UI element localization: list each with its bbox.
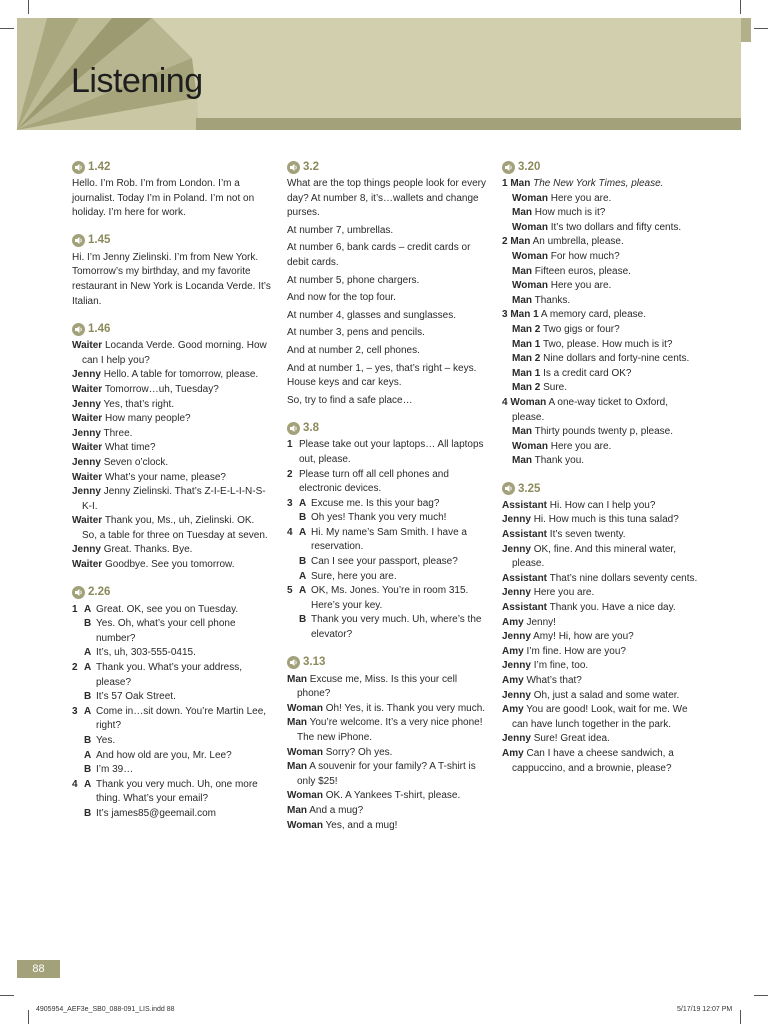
dialogue-text: I’m fine. How are you? (526, 645, 626, 657)
dialogue-line (502, 499, 702, 514)
track-id: 1.46 (88, 322, 111, 335)
dialogue-line (502, 265, 702, 280)
speaker-label: A (84, 705, 92, 717)
speaker-label: Man 2 (512, 382, 541, 394)
speaker-label: Waiter (72, 471, 103, 483)
dialogue-text: Amy! Hi, how are you? (533, 631, 634, 643)
dialogue-line (72, 441, 272, 456)
speaker-label: B (299, 614, 307, 626)
dialogue-line (72, 543, 272, 558)
dialogue-text: What’s that? (526, 675, 582, 686)
speaker-label: Woman (287, 790, 323, 802)
speaker-label: Assistant (502, 602, 548, 614)
speaker-label: Waiter (72, 515, 103, 527)
speaker-label: A (84, 749, 92, 761)
dialogue-text: Thank you very much. Uh, one more thing. What’s your email? (96, 778, 258, 805)
speaker-label: B (84, 764, 92, 776)
dialogue-line (502, 674, 702, 689)
dialogue-line (72, 339, 272, 368)
dialogue-line (72, 471, 272, 486)
dialogue-text: I’m fine, too. (533, 660, 589, 672)
dialogue-text: Oh! Yes, it is. Thank you very much. (325, 702, 486, 714)
page-number: 88 (17, 960, 60, 978)
dialogue-text: Excuse me. Is this your bag? (311, 497, 440, 509)
speaker-label: Man 1 (512, 367, 541, 379)
speaker-label: Jenny (502, 587, 531, 599)
dialogue-text: Great. Thanks. Bye. (103, 544, 193, 556)
dialogue-line (72, 705, 272, 734)
dialogue-line (502, 528, 702, 543)
speaker-label: B (84, 807, 92, 819)
track-id: 1.45 (88, 234, 111, 247)
dialogue-text: Nine dollars and forty-nine cents. (543, 353, 690, 365)
speaker-label: Man (510, 178, 531, 189)
dialogue-line (287, 760, 487, 789)
speaker-label: B (84, 735, 92, 746)
dialogue-line (72, 456, 272, 471)
crop-mark (28, 1010, 29, 1024)
item-number: 2 (502, 236, 508, 248)
dialogue-text: A souvenir for your family? A T-shirt is only $25! (297, 761, 476, 787)
dialogue-line (502, 572, 702, 587)
dialogue-text: Sure. (543, 382, 568, 394)
dialogue-text: A one-way ticket to Oxford, please. (512, 396, 669, 423)
item-number: 3 (287, 497, 293, 509)
dialogue-text: Thank you, Ms., uh, Zielinski. OK. So, a table for three on Tuesday at seven. (82, 515, 268, 541)
item-number: 1 (287, 439, 293, 451)
item-number: 4 (502, 396, 508, 408)
header-strip (196, 118, 741, 130)
dialogue-line (287, 468, 487, 497)
speaker-icon[interactable] (287, 161, 300, 174)
dialogue-line (502, 396, 702, 425)
speaker-icon[interactable] (287, 656, 300, 669)
dialogue-line (502, 323, 702, 338)
dialogue-line (502, 616, 702, 631)
dialogue-line (72, 646, 272, 661)
speaker-label: Assistant (502, 529, 548, 541)
speaker-label: Woman (512, 280, 548, 292)
dialogue-line (502, 338, 702, 353)
speaker-label: Woman (512, 221, 548, 233)
header-tab (741, 18, 751, 42)
speaker-label: Jenny (502, 631, 531, 643)
speaker-label: Woman (512, 192, 548, 204)
dialogue-text: You’re welcome. It’s a very nice phone! The new iPhone. (297, 717, 483, 743)
crop-mark (754, 995, 768, 996)
dialogue-text: Here you are. (550, 192, 612, 204)
speaker-label: Amy (502, 675, 524, 686)
track-id: 3.20 (518, 160, 541, 173)
item-number: 2 (72, 662, 78, 674)
speaker-label: Jenny (502, 660, 531, 672)
dialogue-text: And how old are you, Mr. Lee? (96, 749, 232, 761)
dialogue-text: Can I see your passport, please? (311, 556, 458, 568)
dialogue-line (72, 778, 272, 807)
dialogue-line (502, 630, 702, 645)
dialogue-line (502, 659, 702, 674)
speaker-label: B (84, 691, 92, 703)
dialogue-line (502, 689, 702, 704)
speaker-label: B (84, 618, 92, 630)
speaker-label: Jenny (72, 398, 101, 410)
dialogue-text: How many people? (104, 413, 191, 425)
speaker-label: A (299, 585, 307, 597)
dialogue-text: Oh yes! Thank you very much! (311, 512, 447, 524)
dialogue-text: OK. A Yankees T-shirt, please. (325, 790, 461, 802)
speaker-icon[interactable] (72, 234, 85, 247)
speaker-label: Assistant (502, 499, 548, 511)
dialogue-line (287, 570, 487, 585)
crop-mark (740, 0, 741, 14)
dialogue-text: Tomorrow…uh, Tuesday? (104, 383, 219, 395)
speaker-icon[interactable] (72, 161, 85, 174)
speaker-label: Amy (502, 704, 524, 716)
dialogue-line (502, 235, 702, 250)
track-2-26 (72, 585, 272, 822)
dialogue-line (502, 747, 702, 776)
dialogue-text: Two, please. How much is it? (542, 338, 673, 350)
print-file-slug: 4905954_AEF3e_SB0_088-091_LIS.indd 88 (36, 1006, 175, 1013)
speaker-label: Amy (502, 616, 524, 628)
dialogue-text: For how much? (550, 250, 620, 262)
dialogue-text: Excuse me, Miss. Is this your cell phone? (297, 673, 458, 700)
dialogue-line (502, 192, 702, 207)
column-2 (287, 159, 487, 845)
speaker-label: A (299, 570, 307, 582)
speaker-label: Waiter (72, 340, 103, 352)
dialogue-text: Can I have a cheese sandwich, a cappuccino, and a brownie, please? (512, 747, 674, 774)
dialogue-line (287, 673, 487, 702)
item-number: 1 (72, 603, 78, 615)
speaker-label: Jenny (72, 456, 101, 468)
dialogue-line (72, 514, 272, 543)
dialogue-text: Please turn off all cell phones and electronic devices. (299, 468, 449, 495)
dialogue-text: I’m 39… (96, 764, 134, 776)
item-number: 1 (502, 178, 508, 189)
item-number: 3 (72, 705, 78, 717)
track-1-42 (72, 159, 272, 221)
dialogue-text: Hello. A table for tomorrow, please. (103, 369, 259, 381)
transcript-text: At number 5, phone chargers. (287, 274, 420, 286)
speaker-label: Woman (287, 702, 323, 714)
dialogue-line (287, 716, 487, 745)
speaker-icon[interactable] (287, 422, 300, 435)
speaker-label: Man (287, 673, 307, 685)
item-number: 4 (287, 526, 293, 538)
speaker-label: Assistant (502, 572, 548, 584)
speaker-label: Jenny (72, 486, 101, 498)
item-number: 3 (502, 309, 508, 321)
dialogue-line (502, 513, 702, 528)
speaker-label: Woman (512, 250, 548, 262)
track-id: 3.8 (303, 422, 319, 435)
speaker-label: Woman (287, 746, 323, 758)
crop-mark (754, 28, 768, 29)
speaker-icon[interactable] (72, 323, 85, 336)
dialogue-text: How much is it? (534, 207, 606, 219)
dialogue-text: Yes. (96, 735, 116, 746)
dialogue-line (502, 250, 702, 265)
dialogue-line (72, 617, 272, 646)
dialogue-text: The New York Times, please. (533, 178, 664, 189)
dialogue-text: Thank you. (534, 455, 585, 467)
transcript-text: So, try to find a safe place… (287, 394, 413, 406)
dialogue-text: It’s two dollars and fifty cents. (550, 221, 682, 233)
dialogue-text: What time? (104, 442, 156, 454)
dialogue-text: Here you are. (550, 440, 612, 452)
dialogue-text: A memory card, please. (540, 309, 646, 321)
dialogue-text: Thank you. What’s your address, please? (96, 662, 242, 688)
dialogue-text: An umbrella, please. (532, 236, 624, 248)
dialogue-text: It’s 57 Oak Street. (96, 691, 176, 703)
dialogue-line (72, 558, 272, 573)
speaker-label: Man (512, 294, 532, 306)
track-id: 3.25 (518, 482, 541, 495)
speaker-label: Jenny (502, 543, 531, 555)
track-3-20 (502, 159, 702, 469)
transcript-text: And at number 1, – yes, that’s right – keys. House keys and car keys. (287, 362, 477, 389)
speaker-label: Waiter (72, 442, 103, 454)
dialogue-text: Here you are. (550, 280, 612, 292)
dialogue-text: OK, fine. And this mineral water, please. (512, 543, 676, 570)
dialogue-line (502, 294, 702, 309)
dialogue-text: And a mug? (309, 804, 364, 816)
speaker-label: Man (512, 207, 532, 219)
speaker-icon[interactable] (502, 482, 515, 495)
transcript-text: At number 6, bank cards – credit cards or debit cards. (287, 242, 471, 268)
speaker-label: Amy (502, 645, 524, 657)
dialogue-line (502, 586, 702, 601)
dialogue-line (72, 734, 272, 749)
transcript-text: At number 7, umbrellas. (287, 224, 394, 236)
track-id: 2.26 (88, 586, 111, 599)
dialogue-text: What’s your name, please? (104, 471, 226, 483)
dialogue-line (502, 308, 702, 323)
dialogue-line (502, 703, 702, 732)
speaker-label: Man (512, 265, 532, 277)
column-1 (72, 159, 272, 834)
track-id: 3.2 (303, 160, 319, 173)
speaker-label: Man (287, 804, 307, 816)
speaker-label: Jenny (502, 514, 531, 526)
speaker-label: A (299, 497, 307, 509)
speaker-label: Jenny (502, 733, 531, 745)
dialogue-text: Thirty pounds twenty p, please. (534, 426, 674, 438)
transcript-text: At number 4, glasses and sunglasses. (287, 309, 456, 321)
speaker-icon[interactable] (502, 161, 515, 174)
speaker-label: A (84, 662, 92, 674)
dialogue-line (72, 763, 272, 778)
dialogue-line (287, 702, 487, 717)
dialogue-text: Thanks. (534, 294, 571, 306)
speaker-label: Man 2 (512, 353, 541, 365)
track-3-2 (287, 159, 487, 408)
speaker-label: Jenny (72, 369, 101, 381)
dialogue-line (502, 381, 702, 396)
speaker-label: Jenny (72, 544, 101, 556)
dialogue-text: Here you are. (533, 587, 595, 599)
column-3 (502, 159, 702, 788)
speaker-label: Amy (502, 747, 524, 759)
dialogue-line (287, 746, 487, 761)
dialogue-text: Sure, here you are. (311, 570, 397, 582)
speaker-label: B (299, 512, 307, 524)
dialogue-text: Is a credit card OK? (543, 367, 632, 379)
dialogue-line (502, 352, 702, 367)
speaker-label: Man 1 (512, 338, 541, 350)
dialogue-line (72, 383, 272, 398)
dialogue-line (72, 807, 272, 822)
dialogue-text: Fifteen euros, please. (534, 265, 631, 277)
track-3-8 (287, 420, 487, 642)
speaker-label: Woman (510, 396, 547, 408)
speaker-label: A (84, 647, 92, 659)
track-3-25 (502, 481, 702, 776)
dialogue-text: Two gigs or four? (542, 323, 620, 335)
dialogue-line (502, 440, 702, 455)
dialogue-line (72, 398, 272, 413)
dialogue-line (287, 497, 487, 512)
speaker-label: Jenny (72, 427, 101, 439)
speaker-label: A (84, 778, 92, 790)
dialogue-text: That’s nine dollars seventy cents. (549, 572, 698, 584)
speaker-label: A (299, 526, 307, 538)
item-number: 4 (72, 778, 78, 790)
dialogue-line (72, 603, 272, 618)
crop-mark (0, 28, 14, 29)
dialogue-text: It’s, uh, 303-555-0415. (96, 647, 196, 659)
speaker-label: Man (287, 717, 307, 729)
dialogue-text: Seven o’clock. (103, 456, 169, 468)
dialogue-text: Three. (103, 427, 133, 439)
crop-mark (740, 1010, 741, 1024)
dialogue-line (502, 221, 702, 236)
speaker-label: Woman (287, 819, 323, 831)
dialogue-text: Sure! Great idea. (533, 733, 610, 745)
speaker-label: A (84, 603, 92, 615)
dialogue-line (72, 749, 272, 764)
dialogue-text: Yes, that’s right. (103, 398, 175, 410)
dialogue-line (502, 601, 702, 616)
print-date: 5/17/19 12:07 PM (677, 1006, 733, 1013)
dialogue-line (502, 206, 702, 221)
dialogue-line (502, 177, 702, 192)
dialogue-text: Yes, and a mug! (325, 819, 398, 831)
dialogue-line (502, 425, 702, 440)
transcript-text: Hello. I’m Rob. I’m from London. I’m a journalist. Today I’m in Poland. I’m not on holiday. I’m here for work. (72, 178, 255, 219)
dialogue-line (287, 526, 487, 555)
transcript-text: What are the top things people look for every day? At number 8, it’s…wallets and change purses. (287, 178, 487, 219)
speaker-label: Woman (512, 440, 548, 452)
item-number: 2 (287, 468, 293, 480)
dialogue-line (502, 367, 702, 382)
dialogue-text: Thank you. Have a nice day. (549, 602, 676, 614)
item-number: 5 (287, 585, 293, 597)
dialogue-text: Hi. My name’s Sam Smith. I have a reservation. (311, 526, 467, 553)
speaker-label: Man 2 (512, 323, 541, 335)
dialogue-text: Yes. Oh, what’s your cell phone number? (96, 618, 236, 644)
dialogue-text: It’s seven twenty. (549, 529, 626, 541)
dialogue-line (72, 427, 272, 442)
dialogue-line (287, 438, 487, 467)
speaker-icon[interactable] (72, 586, 85, 599)
dialogue-line (287, 511, 487, 526)
transcript-text: Hi. I’m Jenny Zielinski. I’m from New York. Tomorrow’s my birthday, and my favorite restaurant in New York is Locanda Verde. It’s Italian. (72, 251, 271, 307)
transcript-text: And now for the top four. (287, 292, 396, 304)
dialogue-line (287, 804, 487, 819)
dialogue-text: Please take out your laptops… All laptops out, please. (299, 439, 484, 465)
page-title: Listening (71, 62, 203, 100)
speaker-label: Man 1 (510, 309, 539, 321)
dialogue-text: Hi. How can I help you? (549, 499, 656, 511)
dialogue-text: Sorry? Oh yes. (325, 746, 393, 758)
dialogue-line (502, 645, 702, 660)
speaker-label: Man (512, 426, 532, 438)
dialogue-text: Hi. How much is this tuna salad? (533, 514, 679, 526)
dialogue-text: It’s james85@geemail.com (96, 807, 217, 819)
speaker-label: Man (510, 236, 531, 248)
speaker-label: Waiter (72, 413, 103, 425)
speaker-label: Waiter (72, 383, 103, 395)
transcript-text: At number 3, pens and pencils. (287, 327, 425, 339)
dialogue-text: Jenny! (526, 616, 556, 628)
dialogue-line (287, 789, 487, 804)
dialogue-line (287, 584, 487, 613)
dialogue-line (502, 454, 702, 469)
dialogue-text: Goodbye. See you tomorrow. (104, 559, 235, 571)
dialogue-line (72, 412, 272, 427)
dialogue-line (502, 543, 702, 572)
speaker-label: Man (512, 455, 532, 467)
speaker-label: Jenny (502, 689, 531, 701)
track-id: 3.13 (303, 656, 326, 669)
dialogue-text: Great. OK, see you on Tuesday. (96, 603, 239, 615)
crop-mark (0, 995, 14, 996)
transcript-text: And at number 2, cell phones. (287, 344, 420, 356)
dialogue-text: Jenny Zielinski. That’s Z-I-E-L-I-N-S-K-I. (82, 486, 266, 512)
speaker-label: Waiter (72, 559, 103, 571)
track-id: 1.42 (88, 160, 111, 173)
dialogue-line (502, 732, 702, 747)
dialogue-text: OK, Ms. Jones. You’re in room 315. Here’s your key. (311, 585, 469, 611)
dialogue-line (72, 485, 272, 514)
dialogue-line (72, 661, 272, 690)
dialogue-text: Come in…sit down. You’re Martin Lee, right? (96, 705, 267, 732)
dialogue-text: Locanda Verde. Good morning. How can I help you? (82, 340, 267, 366)
dialogue-line (72, 368, 272, 383)
dialogue-line (287, 613, 487, 642)
track-1-46 (72, 321, 272, 573)
track-3-13 (287, 655, 487, 834)
crop-mark (28, 0, 29, 14)
dialogue-text: Thank you very much. Uh, where’s the elevator? (311, 614, 482, 641)
speaker-label: B (299, 556, 307, 568)
track-1-45 (72, 233, 272, 309)
dialogue-line (72, 690, 272, 705)
dialogue-text: You are good! Look, wait for me. We can have lunch together in the park. (512, 704, 688, 730)
speaker-label: Man (287, 761, 307, 773)
dialogue-text: Oh, just a salad and some water. (533, 689, 680, 701)
dialogue-line (287, 555, 487, 570)
dialogue-line (287, 819, 487, 834)
dialogue-line (502, 279, 702, 294)
